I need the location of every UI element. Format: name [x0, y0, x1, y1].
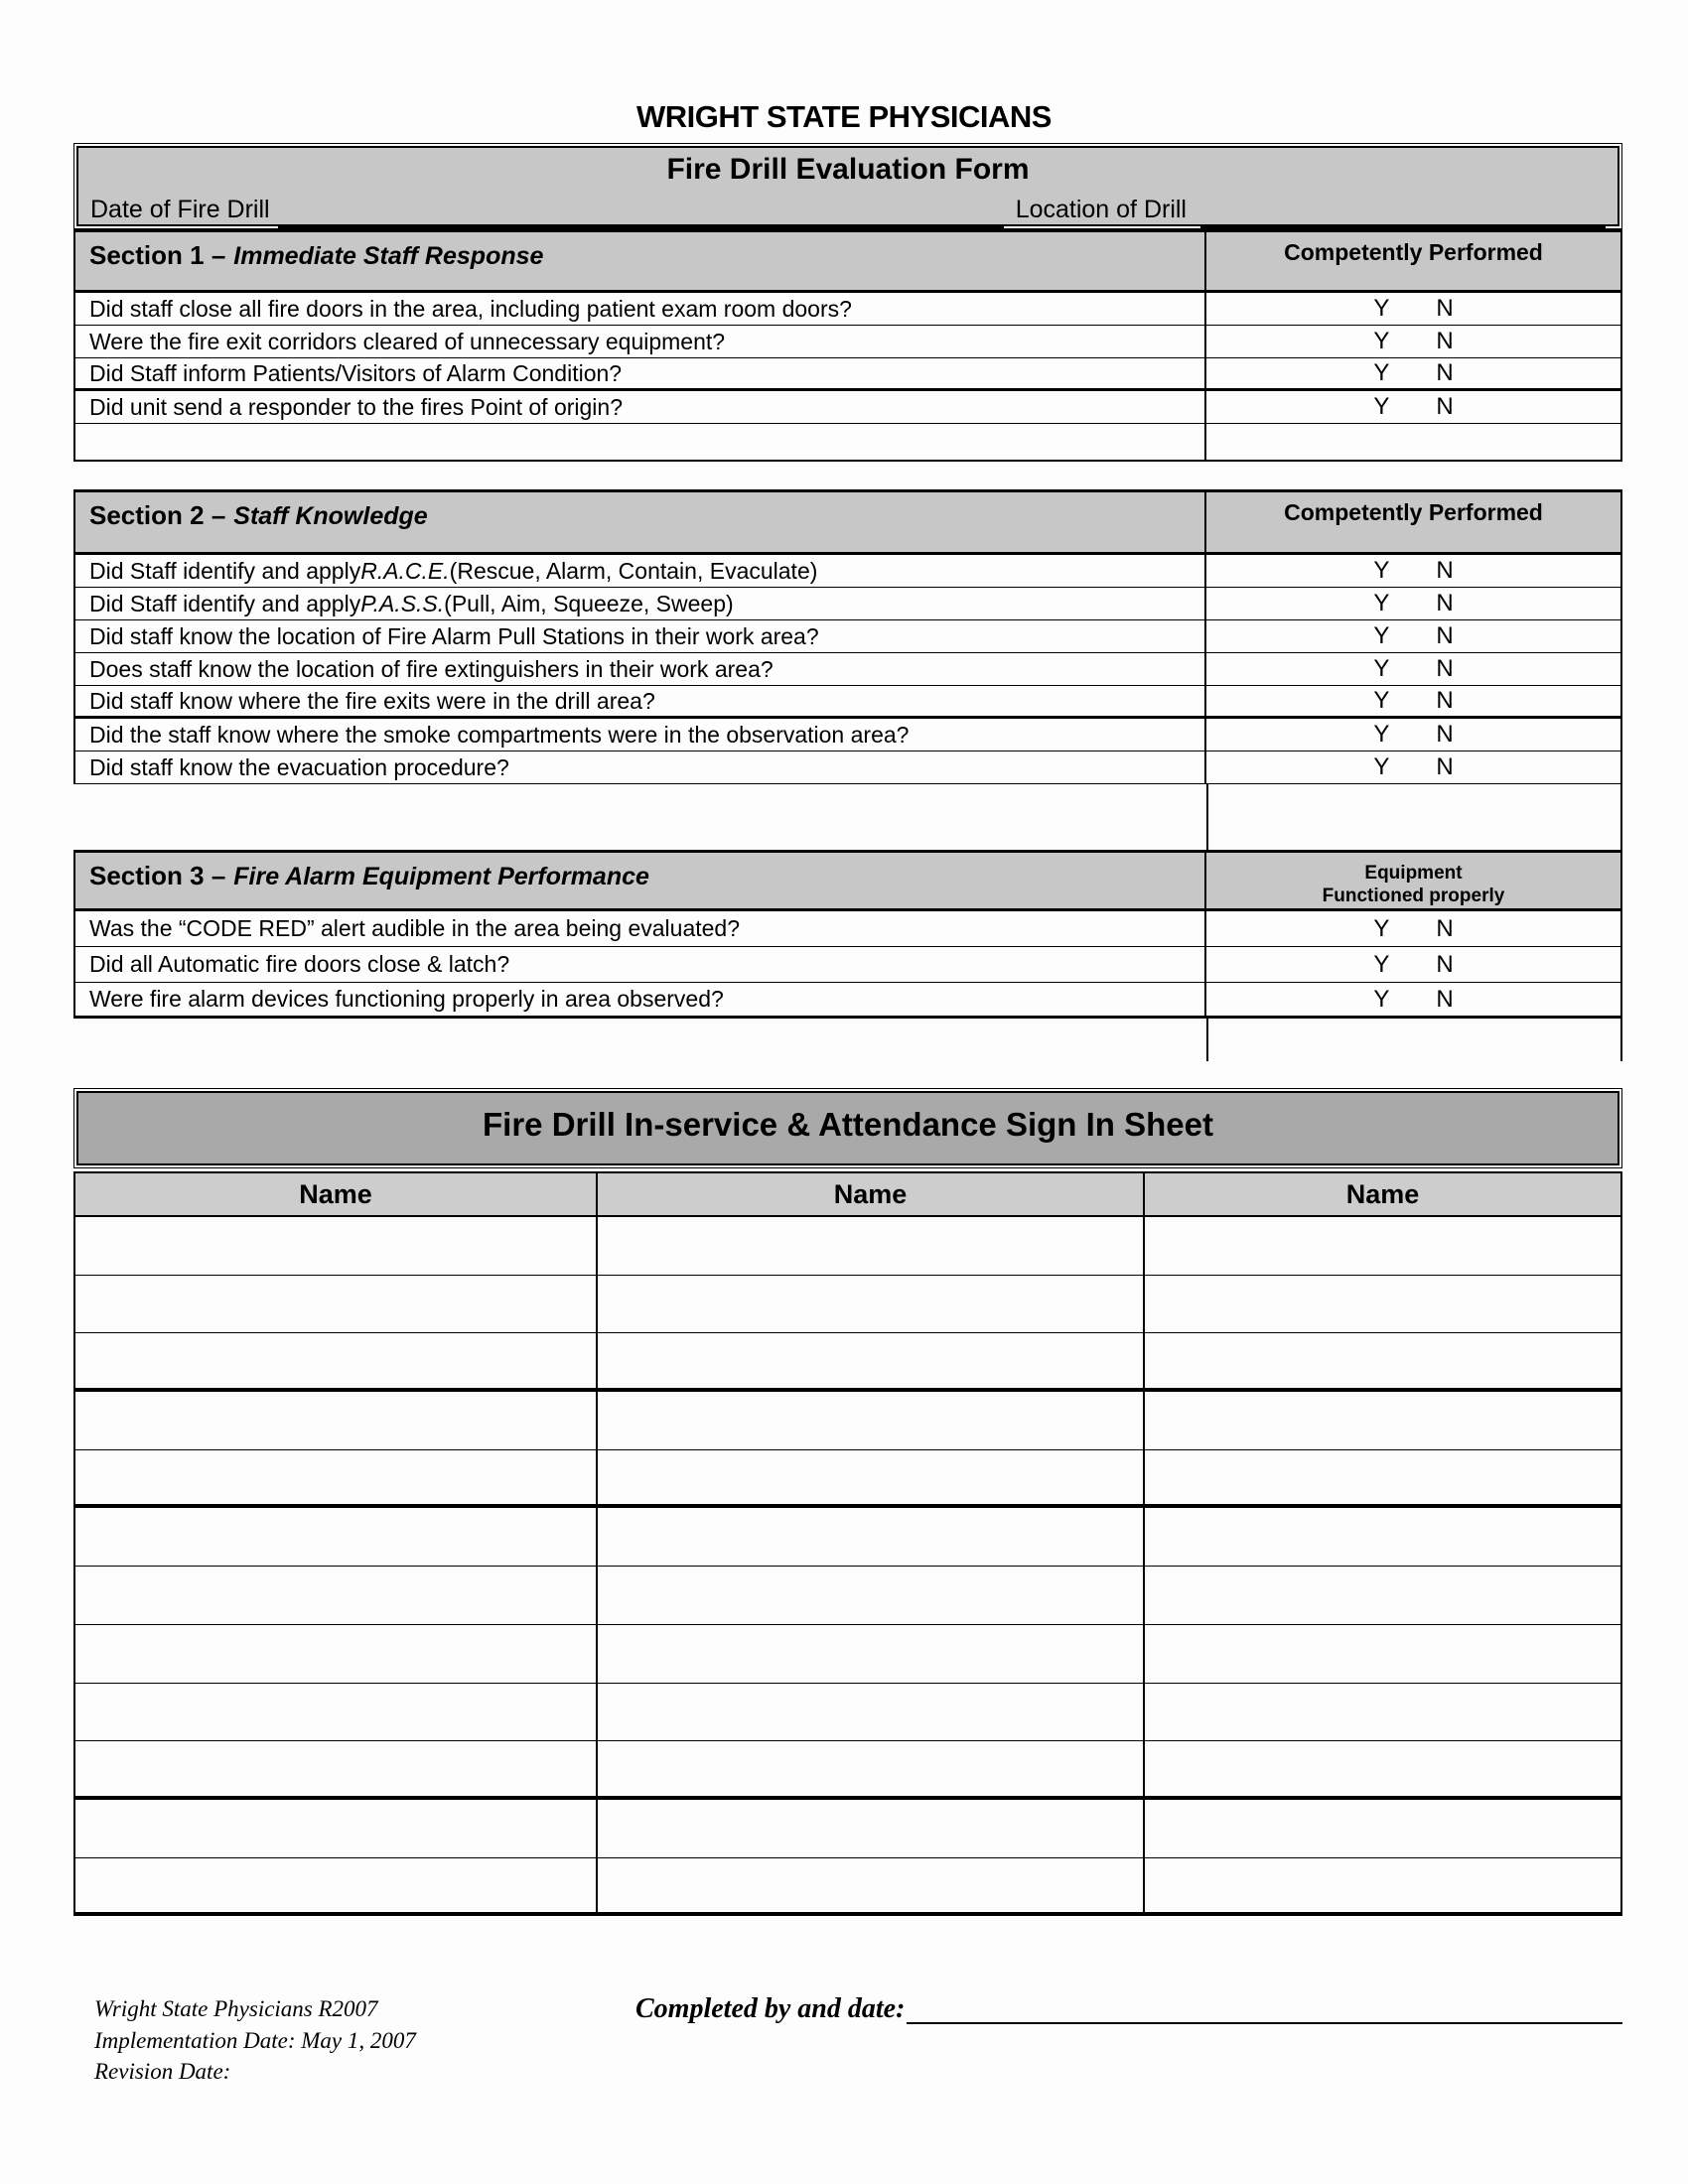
answer-n: N [1436, 359, 1454, 386]
attendance-name-cell [596, 1392, 1143, 1449]
attendance-banner-box [73, 1088, 1622, 1168]
attendance-name-cell [75, 1684, 596, 1741]
answer-y: Y [1373, 557, 1390, 584]
question-row [73, 653, 1622, 686]
attendance-row [73, 1217, 1622, 1276]
answer-y: Y [1373, 393, 1390, 420]
attendance-name-cell [1143, 1450, 1620, 1505]
form-header-box [73, 143, 1622, 229]
attendance-row [73, 1684, 1622, 1742]
section-2 [73, 489, 1622, 850]
answer-n: N [1436, 753, 1454, 780]
answer-cell [1204, 326, 1620, 357]
answer-cell [1204, 719, 1620, 751]
answer-y: Y [1373, 295, 1390, 322]
section-3-trailing-area [73, 1019, 1622, 1061]
attendance-name-cell [1143, 1625, 1620, 1683]
form-title: Fire Drill Evaluation Form [666, 153, 1030, 186]
form-content [73, 143, 1622, 2088]
attendance-name-cell [596, 1684, 1143, 1741]
attendance-name-cell [75, 1858, 596, 1913]
question-text: Does staff know the location of fire extinguishers in their work area? [89, 655, 774, 682]
attendance-row [73, 1508, 1622, 1567]
date-fill-line [278, 199, 1004, 228]
location-of-drill-label: Location of Drill [1015, 196, 1187, 223]
answer-y: Y [1373, 328, 1390, 354]
attendance-rows [73, 1217, 1622, 1916]
question-row [73, 588, 1622, 620]
attendance-name-cell [75, 1276, 596, 1333]
answer-cell [1204, 686, 1620, 716]
section-2-title: Section 2 – Staff Knowledge [89, 500, 428, 530]
attendance-row [73, 1276, 1622, 1334]
attendance-row [73, 1800, 1622, 1858]
question-text: Was the “CODE RED” alert audible in the area being evaluated? [89, 915, 740, 941]
section-3 [73, 850, 1622, 1061]
page-title: WRIGHT STATE PHYSICIANS [636, 99, 1052, 134]
question-row [73, 326, 1622, 358]
question-row [73, 719, 1622, 751]
question-text: Did staff close all fire doors in the area, including patient exam room doors? [89, 295, 852, 322]
answer-y: Y [1373, 914, 1390, 942]
footer-version-line: Wright State Physicians R2007 [94, 1996, 378, 2022]
completed-by-label: Completed by and date: [635, 1993, 906, 2025]
answer-y: Y [1373, 590, 1390, 616]
name-column-header: Name [1143, 1173, 1620, 1215]
answer-cell [1204, 555, 1620, 587]
answer-y: Y [1373, 950, 1390, 978]
answer-n: N [1436, 655, 1454, 682]
section-1-rows [73, 293, 1622, 424]
question-text: Did staff know where the fire exits were in the drill area? [89, 687, 655, 714]
attendance-row [73, 1450, 1622, 1509]
attendance-name-cell [1143, 1333, 1620, 1388]
question-text: Did Staff identify and apply P.A.S.S. (Pull, Aim, Squeeze, Sweep) [89, 590, 734, 616]
answer-y: Y [1373, 985, 1390, 1013]
attendance-name-cell [1143, 1858, 1620, 1913]
answer-cell [1204, 293, 1620, 325]
attendance-name-cell [75, 1567, 596, 1624]
attendance-name-cell [1143, 1276, 1620, 1333]
attendance-name-cell [75, 1508, 596, 1566]
form-header-inner [76, 146, 1619, 226]
answer-cell [1204, 653, 1620, 685]
question-text: Were fire alarm devices functioning properly in area observed? [89, 986, 724, 1012]
attendance-name-cell [75, 1450, 596, 1505]
question-row [73, 983, 1622, 1019]
section-1 [73, 229, 1622, 462]
attendance-name-cell [75, 1800, 596, 1857]
answer-n: N [1436, 590, 1454, 616]
section-3-header [73, 850, 1622, 911]
section-1-empty-row [73, 424, 1622, 462]
answer-n: N [1436, 985, 1454, 1013]
attendance-name-cell [75, 1741, 596, 1796]
attendance-name-cell [596, 1333, 1143, 1388]
question-row [73, 686, 1622, 719]
attendance-name-cell [596, 1508, 1143, 1566]
competently-performed-header: Competently Performed [1204, 232, 1620, 290]
attendance-header-row [73, 1171, 1622, 1217]
footer-implementation-date-line: Implementation Date: May 1, 2007 [94, 2027, 416, 2053]
question-row [73, 911, 1622, 947]
answer-y: Y [1373, 753, 1390, 780]
question-row [73, 293, 1622, 326]
section-2-rows [73, 555, 1622, 784]
section-2-trailing-area [73, 784, 1622, 850]
attendance-name-cell [596, 1450, 1143, 1505]
attendance-row [73, 1625, 1622, 1684]
question-row [73, 358, 1622, 391]
answer-n: N [1436, 687, 1454, 714]
section-3-rows [73, 911, 1622, 1019]
question-text: Did Staff identify and apply R.A.C.E. (Rescue, Alarm, Contain, Evaculate) [89, 557, 818, 584]
question-text: Did Staff inform Patients/Visitors of Alarm Condition? [89, 359, 623, 386]
answer-n: N [1436, 295, 1454, 322]
section-gap [73, 462, 1622, 489]
answer-cell [1204, 391, 1620, 423]
name-column-header: Name [596, 1173, 1143, 1215]
answer-cell [1204, 911, 1620, 946]
completed-by-fill-line [907, 1993, 1622, 2024]
attendance-name-cell [75, 1392, 596, 1449]
attendance-row [73, 1567, 1622, 1625]
question-text: Did staff know the evacuation procedure? [89, 753, 509, 780]
attendance-name-cell [596, 1217, 1143, 1275]
answer-n: N [1436, 328, 1454, 354]
attendance-name-cell [75, 1217, 596, 1275]
completed-by-block [635, 1993, 1622, 2025]
question-text: Did the staff know where the smoke compartments were in the observation area? [89, 721, 910, 748]
attendance-name-cell [596, 1741, 1143, 1796]
question-text: Did staff know the location of Fire Alarm Pull Stations in their work area? [89, 622, 819, 649]
attendance-row [73, 1741, 1622, 1800]
attendance-name-cell [596, 1276, 1143, 1333]
answer-n: N [1436, 914, 1454, 942]
attendance-name-cell [596, 1567, 1143, 1624]
answer-y: Y [1373, 359, 1390, 386]
attendance-row [73, 1392, 1622, 1450]
question-row [73, 947, 1622, 983]
answer-n: N [1436, 622, 1454, 649]
answer-y: Y [1373, 687, 1390, 714]
attendance-name-cell [1143, 1392, 1620, 1449]
answer-cell [1204, 751, 1620, 783]
answer-cell [1204, 620, 1620, 652]
question-text: Did all Automatic fire doors close & latch? [89, 951, 510, 977]
question-row [73, 555, 1622, 588]
answer-cell [1204, 983, 1620, 1016]
name-column-header: Name [299, 1178, 372, 1209]
answer-cell [1204, 588, 1620, 619]
attendance-name-cell [1143, 1567, 1620, 1624]
attendance-banner [76, 1091, 1619, 1165]
question-row [73, 391, 1622, 424]
attendance-name-cell [75, 1333, 596, 1388]
answer-y: Y [1373, 655, 1390, 682]
attendance-row [73, 1858, 1622, 1917]
footer-revision-date-line: Revision Date: [94, 2059, 231, 2085]
answer-n: N [1436, 557, 1454, 584]
attendance-name-cell [1143, 1800, 1620, 1857]
section-1-header [73, 229, 1622, 293]
answer-n: N [1436, 721, 1454, 748]
section-2-header [73, 489, 1622, 555]
date-of-drill-label: Date of Fire Drill [90, 196, 270, 223]
equipment-functioned-header: Equipment Functioned properly [1204, 853, 1620, 908]
answer-y: Y [1373, 622, 1390, 649]
question-row [73, 620, 1622, 653]
attendance-name-cell [1143, 1684, 1620, 1741]
section-1-title: Section 1 – Immediate Staff Response [89, 240, 544, 270]
footer-revision-block [94, 1993, 635, 2088]
attendance-name-cell [1143, 1508, 1620, 1566]
question-text: Were the fire exit corridors cleared of unnecessary equipment? [89, 328, 726, 354]
attendance-name-cell [596, 1625, 1143, 1683]
attendance-name-cell [1143, 1217, 1620, 1275]
location-fill-line [1200, 199, 1606, 228]
competently-performed-header: Competently Performed [1204, 492, 1620, 552]
answer-n: N [1436, 950, 1454, 978]
attendance-name-cell [596, 1858, 1143, 1913]
answer-cell [1204, 358, 1620, 388]
question-row [73, 751, 1622, 784]
answer-cell [1204, 947, 1620, 982]
answer-n: N [1436, 393, 1454, 420]
attendance-banner-title: Fire Drill In-service & Attendance Sign In Sheet [483, 1106, 1213, 1143]
attendance-name-cell [596, 1800, 1143, 1857]
date-location-line [90, 189, 1606, 228]
question-text: Did unit send a responder to the fires Point of origin? [89, 393, 623, 420]
answer-y: Y [1373, 721, 1390, 748]
section-3-title: Section 3 – Fire Alarm Equipment Performance [89, 861, 649, 890]
attendance-name-cell [1143, 1741, 1620, 1796]
page-footer [94, 1993, 1622, 2088]
attendance-name-cell [75, 1625, 596, 1683]
attendance-row [73, 1333, 1622, 1392]
